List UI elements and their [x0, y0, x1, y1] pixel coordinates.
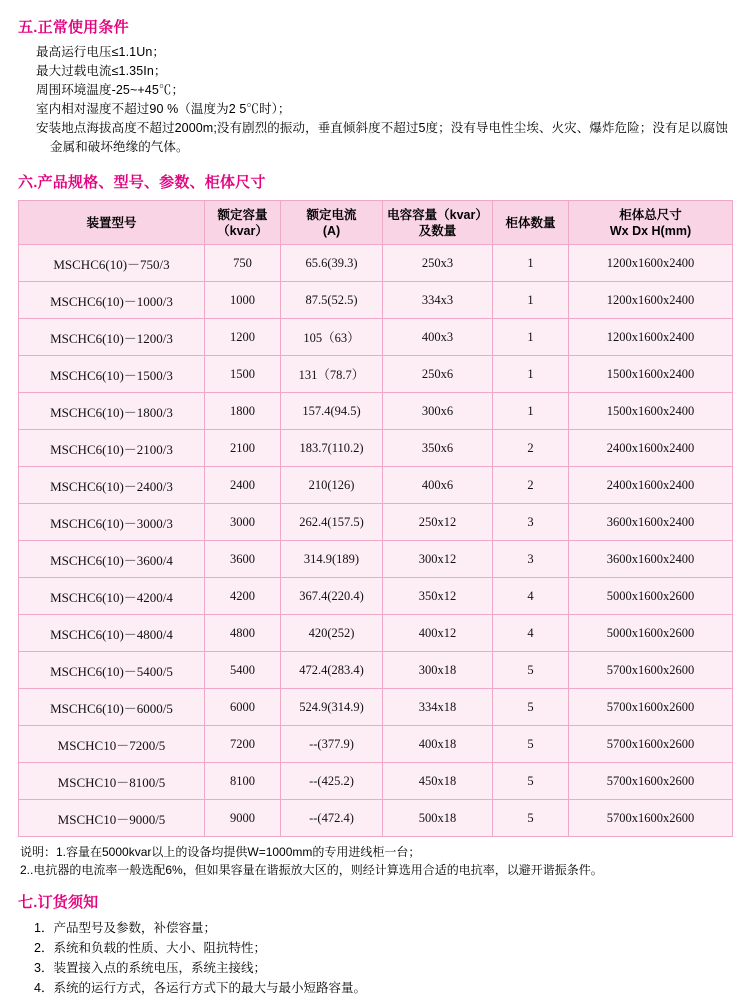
cell-model: MSCHC6(10)－5400/5 [19, 652, 205, 689]
cell-cabinet-dimensions: 5700x1600x2600 [569, 800, 733, 837]
column-header-rated-current-line2: (A) [322, 223, 341, 238]
cell-capacitor-capacity: 250x6 [383, 356, 493, 393]
table-row [19, 319, 733, 356]
cell-rated-capacity: 3000 [205, 504, 281, 541]
cell-model: MSCHC6(10)－4800/4 [19, 615, 205, 652]
cell-rated-capacity: 2400 [205, 467, 281, 504]
cell-rated-capacity: 4200 [205, 578, 281, 615]
cell-model: MSCHC6(10)－1500/3 [19, 356, 205, 393]
cell-model: MSCHC6(10)－1800/3 [19, 393, 205, 430]
cell-rated-current: 105（63） [281, 319, 383, 356]
column-header-cabinet-count [493, 201, 569, 245]
cell-cabinet-count: 5 [493, 689, 569, 726]
cell-cabinet-dimensions: 3600x1600x2400 [569, 541, 733, 578]
cell-model: MSCHC6(10)－3000/3 [19, 504, 205, 541]
cell-model: MSCHC10－7200/5 [19, 726, 205, 763]
cell-cabinet-dimensions: 5000x1600x2600 [569, 615, 733, 652]
spec-note-1: 说明：1.容量在5000kvar以上的设备均提供W=1000mm的专用进线柜一台； [20, 845, 421, 859]
cell-model: MSCHC6(10)－750/3 [19, 245, 205, 282]
cell-model: MSCHC10－9000/5 [19, 800, 205, 837]
cell-rated-capacity: 2100 [205, 430, 281, 467]
column-header-capacitor-capacity [383, 201, 493, 245]
cell-cabinet-count: 1 [493, 282, 569, 319]
column-header-capacitor-capacity-line1: 电容容量（kvar） [387, 207, 488, 222]
cell-rated-capacity: 1800 [205, 393, 281, 430]
cell-rated-capacity: 7200 [205, 726, 281, 763]
cell-capacitor-capacity: 400x6 [383, 467, 493, 504]
column-header-cabinet-dimensions-line1: 柜体总尺寸 [619, 207, 682, 222]
table-row [19, 356, 733, 393]
cell-rated-current: 183.7(110.2) [281, 430, 383, 467]
table-row [19, 467, 733, 504]
spec-table [18, 200, 733, 837]
table-row [19, 689, 733, 726]
table-row [19, 393, 733, 430]
column-header-cabinet-count-line1: 柜体数量 [505, 215, 556, 230]
cell-cabinet-dimensions: 5700x1600x2600 [569, 763, 733, 800]
cell-cabinet-dimensions: 5700x1600x2600 [569, 726, 733, 763]
conditions-line-4: 室内相对湿度不超过90 %（温度为2 5℃时）； [36, 102, 291, 116]
cell-rated-current: --(377.9) [281, 726, 383, 763]
table-row [19, 541, 733, 578]
cell-rated-current: 210(126) [281, 467, 383, 504]
column-header-rated-current-line1: 额定电流 [306, 207, 357, 222]
cell-rated-current: 314.9(189) [281, 541, 383, 578]
cell-rated-current: --(472.4) [281, 800, 383, 837]
conditions-line-5: 安装地点海拔高度不超过2000m;没有剧烈的振动，垂直倾斜度不超过5度；没有导电性尘埃、火灾、爆炸危险；没有足以腐蚀 [36, 121, 728, 135]
cell-model: MSCHC6(10)－1000/3 [19, 282, 205, 319]
column-header-rated-current [281, 201, 383, 245]
cell-model: MSCHC6(10)－6000/5 [19, 689, 205, 726]
cell-cabinet-count: 1 [493, 393, 569, 430]
cell-cabinet-count: 5 [493, 763, 569, 800]
cell-cabinet-count: 5 [493, 652, 569, 689]
cell-capacitor-capacity: 300x12 [383, 541, 493, 578]
cell-rated-capacity: 1500 [205, 356, 281, 393]
cell-cabinet-dimensions: 3600x1600x2400 [569, 504, 733, 541]
conditions-line-2: 最大过载电流≤1.35In； [36, 64, 167, 78]
table-row [19, 615, 733, 652]
cell-rated-current: 65.6(39.3) [281, 245, 383, 282]
cell-model: MSCHC10－8100/5 [19, 763, 205, 800]
cell-rated-capacity: 6000 [205, 689, 281, 726]
spec-table-body [19, 245, 733, 837]
table-header-row [19, 201, 733, 245]
cell-rated-capacity: 3600 [205, 541, 281, 578]
column-header-rated-capacity [205, 201, 281, 245]
cell-cabinet-count: 2 [493, 430, 569, 467]
column-header-rated-capacity-line2: （kvar） [217, 223, 268, 238]
cell-rated-capacity: 5400 [205, 652, 281, 689]
table-row [19, 763, 733, 800]
cell-capacitor-capacity: 250x3 [383, 245, 493, 282]
cell-rated-current: 131（78.7） [281, 356, 383, 393]
cell-cabinet-count: 4 [493, 615, 569, 652]
cell-cabinet-dimensions: 1200x1600x2400 [569, 319, 733, 356]
cell-cabinet-dimensions: 5000x1600x2600 [569, 578, 733, 615]
section-heading-spec: 六.产品规格、型号、参数、柜体尺寸 [18, 174, 266, 191]
cell-capacitor-capacity: 500x18 [383, 800, 493, 837]
order-item-4: 4．系统的运行方式，各运行方式下的最大与最小短路容量。 [34, 981, 366, 995]
conditions-line-3: 周围环境温度-25~+45℃； [36, 83, 185, 97]
order-item-2: 2．系统和负载的性质、大小、阻抗特性； [34, 941, 266, 955]
cell-capacitor-capacity: 450x18 [383, 763, 493, 800]
cell-rated-capacity: 750 [205, 245, 281, 282]
cell-cabinet-count: 1 [493, 319, 569, 356]
cell-rated-capacity: 8100 [205, 763, 281, 800]
cell-cabinet-dimensions: 1200x1600x2400 [569, 245, 733, 282]
spec-notes [18, 843, 732, 879]
order-notice-list [18, 918, 732, 998]
cell-cabinet-count: 1 [493, 245, 569, 282]
cell-cabinet-dimensions: 1500x1600x2400 [569, 393, 733, 430]
cell-cabinet-dimensions: 2400x1600x2400 [569, 430, 733, 467]
section-heading-order: 七.订货须知 [18, 894, 99, 911]
cell-rated-current: 367.4(220.4) [281, 578, 383, 615]
cell-cabinet-dimensions: 1500x1600x2400 [569, 356, 733, 393]
cell-model: MSCHC6(10)－1200/3 [19, 319, 205, 356]
table-row [19, 578, 733, 615]
cell-cabinet-dimensions: 2400x1600x2400 [569, 467, 733, 504]
column-header-model-line1: 装置型号 [86, 215, 137, 230]
cell-cabinet-count: 5 [493, 726, 569, 763]
cell-rated-capacity: 9000 [205, 800, 281, 837]
cell-capacitor-capacity: 334x18 [383, 689, 493, 726]
cell-cabinet-dimensions: 5700x1600x2600 [569, 689, 733, 726]
cell-cabinet-count: 1 [493, 356, 569, 393]
cell-rated-current: 87.5(52.5) [281, 282, 383, 319]
cell-rated-current: --(425.2) [281, 763, 383, 800]
conditions-line-6: 金属和破坏绝缘的气体。 [50, 140, 189, 154]
section-heading-conditions: 五.正常使用条件 [18, 19, 129, 36]
table-row [19, 430, 733, 467]
cell-rated-current: 524.9(314.9) [281, 689, 383, 726]
cell-capacitor-capacity: 350x12 [383, 578, 493, 615]
table-row [19, 282, 733, 319]
order-item-1: 1．产品型号及参数，补偿容量； [34, 921, 216, 935]
column-header-capacitor-capacity-line2: 及数量 [418, 223, 457, 238]
table-row [19, 726, 733, 763]
cell-rated-current: 157.4(94.5) [281, 393, 383, 430]
cell-cabinet-count: 3 [493, 541, 569, 578]
table-row [19, 652, 733, 689]
cell-model: MSCHC6(10)－3600/4 [19, 541, 205, 578]
column-header-cabinet-dimensions [569, 201, 733, 245]
cell-cabinet-dimensions: 5700x1600x2600 [569, 652, 733, 689]
table-row [19, 800, 733, 837]
conditions-paragraph [18, 43, 732, 157]
cell-capacitor-capacity: 400x3 [383, 319, 493, 356]
column-header-rated-capacity-line1: 额定容量 [217, 207, 268, 222]
conditions-line-1: 最高运行电压≤1.1Un； [36, 45, 166, 59]
table-row [19, 245, 733, 282]
column-header-cabinet-dimensions-line2: Wx Dx H(mm) [609, 223, 692, 238]
cell-cabinet-count: 4 [493, 578, 569, 615]
cell-capacitor-capacity: 400x12 [383, 615, 493, 652]
cell-rated-capacity: 1200 [205, 319, 281, 356]
cell-rated-current: 472.4(283.4) [281, 652, 383, 689]
cell-model: MSCHC6(10)－2100/3 [19, 430, 205, 467]
column-header-model [19, 201, 205, 245]
order-item-3: 3．装置接入点的系统电压，系统主接线； [34, 961, 266, 975]
cell-model: MSCHC6(10)－2400/3 [19, 467, 205, 504]
spec-note-2: 2..电抗器的电流率一般选配6%，但如果容量在谐振放大区的，则经计算选用合适的电抗率，以避开谐振条件。 [20, 863, 603, 877]
cell-capacitor-capacity: 350x6 [383, 430, 493, 467]
cell-capacitor-capacity: 250x12 [383, 504, 493, 541]
cell-capacitor-capacity: 400x18 [383, 726, 493, 763]
cell-model: MSCHC6(10)－4200/4 [19, 578, 205, 615]
cell-rated-current: 420(252) [281, 615, 383, 652]
cell-capacitor-capacity: 300x6 [383, 393, 493, 430]
cell-cabinet-count: 2 [493, 467, 569, 504]
cell-rated-capacity: 1000 [205, 282, 281, 319]
cell-capacitor-capacity: 300x18 [383, 652, 493, 689]
cell-cabinet-dimensions: 1200x1600x2400 [569, 282, 733, 319]
cell-rated-capacity: 4800 [205, 615, 281, 652]
cell-cabinet-count: 3 [493, 504, 569, 541]
table-row [19, 504, 733, 541]
cell-capacitor-capacity: 334x3 [383, 282, 493, 319]
cell-cabinet-count: 5 [493, 800, 569, 837]
cell-rated-current: 262.4(157.5) [281, 504, 383, 541]
